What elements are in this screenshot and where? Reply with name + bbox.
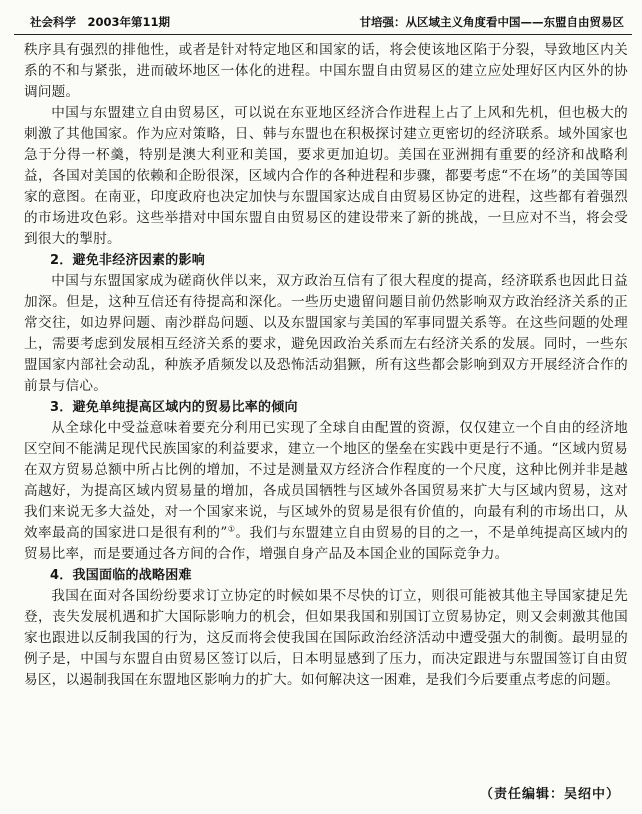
header-rule xyxy=(14,34,632,35)
running-title: 甘培强：从区域主义角度看中国——东盟自由贸易区 xyxy=(359,15,624,29)
journal-issue: 社会科学 2003年第11期 xyxy=(30,15,171,29)
paragraph-strategic-difficulty: 我国在面对各国纷纷要求订立协定的时候如果不尽快的订立，则很可能被其他主导国家捷足先登，丧失发展机遇和扩大国际影响力的机会，但如果我国和别国订立贸易协定，则又会刺激其他国家也跟进以反制我国的行为，这反而将会使我国在国际政治经济活动中遭受强大的制衡。最明显的例子是，中国与东盟自由贸易区签订以后，日本明显感到了压力，而决定跟进与东盟国签订自由贸易区，以遏制我国在东盟地区影响力的扩大。如何解决这一困难，是我们今后要重点考虑的问题。 xyxy=(24,588,628,688)
paragraph-trade-ratio-text: 从全球化中受益意味着要充分利用已实现了全球自由配置的资源，仅仅建立一个自由的经济地区空间不能满足现代民族国家的利益要求，建立一个地区的堡垒在实践中更是行不通。“区域内贸易在双方贸易总额中所占比例的增加，不过是测量双方经济合作程度的一个尺度，这种比例并非是越高越好，为提高区域内贸易量的增加，各成员国牺牲与区域外各国贸易来扩大与区域内贸易，这对我们来说无多大益处，对一个国家来说，与区域外的贸易是很有价值的，向最有利的市场出口，从效率最高的国家进口是很有利的” xyxy=(24,420,628,541)
paragraph-trade-ratio-tail: 。我们与东盟建立自由贸易的目的之一，不是单纯提高区域内的贸易比率，而是要通过各方间的合作，增强自身产品及本国企业的国际竞争力。 xyxy=(24,525,629,562)
paragraph-non-economic: 中国与东盟国家成为磋商伙伴以来，双方政治互信有了很大程度的提高，经济联系也因此日益加深。但是，这种互信还有待提高和深化。一些历史遗留问题目前仍然影响双方政治经济关系的正常交往，如边界问题、南沙群岛问题、以及东盟国家与美国的军事同盟关系等。在这些问题的处理上，需要考虑到发展相互经济关系的要求，避免因政治关系而左右经济关系的发展。同时，一些东盟国家内部社会动乱，种族矛盾频发以及恐怖活动猖獗，所有这些都会影响到双方开展经济合作的前景与信心。 xyxy=(24,273,628,394)
footnote-marker: ① xyxy=(227,524,236,534)
paragraph-continued: 秩序具有强烈的排他性，或者是针对特定地区和国家的话，将会使该地区陷于分裂，导致地区内关系的不和与紧张，进而破坏地区一体化的进程。中国东盟自由贸易区的建立应处理好区内区外的协调问题。 xyxy=(24,42,628,100)
responsible-editor: （责任编辑：吴绍中） xyxy=(479,787,620,802)
section-heading-3: 3．避免单纯提高区域内的贸易比率的倾向 xyxy=(50,400,298,415)
running-header xyxy=(30,14,624,34)
article-body xyxy=(24,40,628,691)
section-heading-2: 2．避免非经济因素的影响 xyxy=(50,253,206,268)
paragraph-competition: 中国与东盟建立自由贸易区，可以说在东亚地区经济合作进程上占了上风和先机，但也极大的刺激了其他国家。作为应对策略，日、韩与东盟也在积极探讨建立更密切的经济联系。域外国家也急于分得一杯羹，特别是澳大利亚和美国，要求更加迫切。美国在亚洲拥有重要的经济和战略利益，各国对美国的依赖和企盼很深，区域内合作的各种进程和步骤，都要考虑“不在场”的美国等国家的意图。在南亚，印度政府也决定加快与东盟国家达成自由贸易区协定的进程，这些都有着强烈的市场进攻色彩。这些举措对中国东盟自由贸易区的建设带来了新的挑战，一旦应对不当，将会受到很大的掣肘。 xyxy=(24,105,628,247)
paragraph-trade-ratio xyxy=(24,418,628,565)
section-heading-4: 4．我国面临的战略困难 xyxy=(50,568,192,583)
